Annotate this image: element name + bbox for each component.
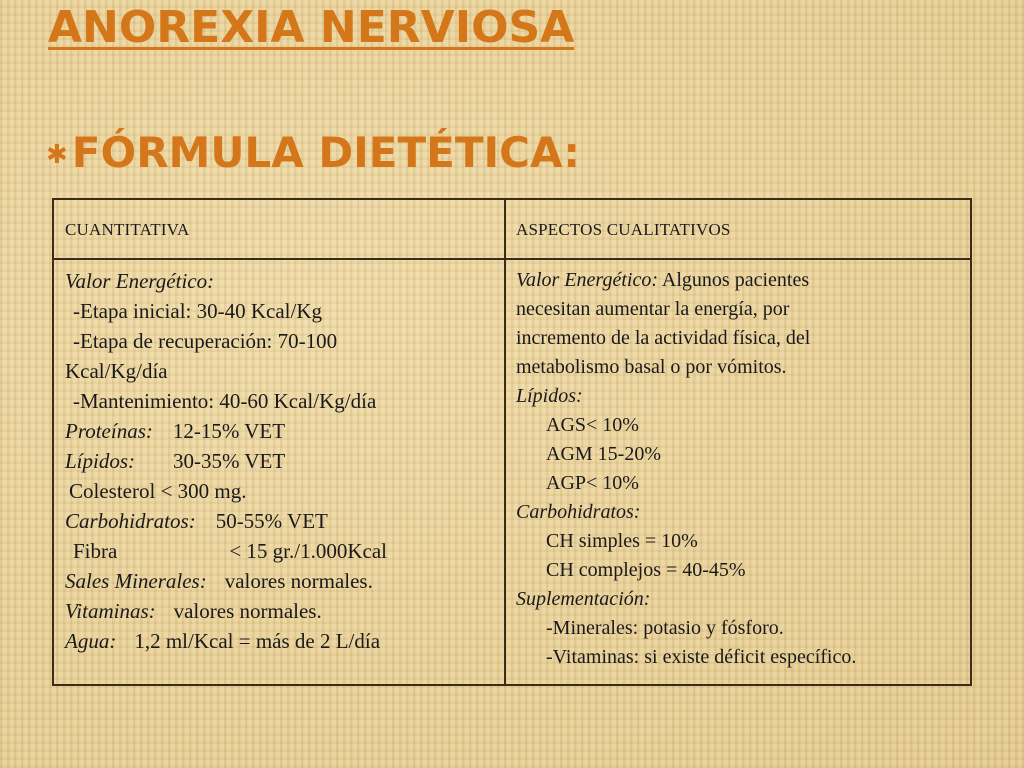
energy-text-line: necesitan aumentar la energía, por [516, 298, 790, 320]
lipids-label-right: Lípidos: [516, 385, 583, 407]
header-quantitative: CUANTITATIVA [65, 220, 190, 239]
supp-minerals: -Minerales: potasio y fósforo. [546, 617, 784, 639]
energy-recovery-unit: Kcal/Kg/día [65, 359, 168, 383]
protein-value: 12-15% VET [172, 419, 286, 443]
water-label: Agua: [65, 629, 117, 653]
energy-initial: -Etapa inicial: 30-40 Kcal/Kg [73, 299, 322, 323]
protein-row [65, 416, 495, 446]
vitamins-label: Vitaminas: [65, 599, 156, 623]
cholesterol: Colesterol < 300 mg. [69, 479, 247, 503]
carbs-label: Carbohidratos: [65, 509, 196, 533]
energy-label-right: Valor Energético: [516, 269, 659, 291]
energy-recovery: -Etapa de recuperación: 70-100 [73, 329, 338, 353]
section-heading-text: FÓRMULA DIETÉTICA: [71, 128, 581, 177]
energy-row [516, 266, 966, 295]
water-value: 1,2 ml/Kcal = más de 2 L/día [134, 629, 381, 653]
minerals-value: valores normales. [224, 569, 373, 593]
supplement-label: Suplementación: [516, 588, 651, 610]
fiber-label: Fibra [73, 539, 118, 563]
fiber-row [65, 536, 495, 566]
minerals-label: Sales Minerales: [65, 569, 207, 593]
lipids-row [65, 446, 495, 476]
protein-label: Proteínas: [65, 419, 153, 443]
vitamins-value: valores normales. [173, 599, 322, 623]
ags-value: AGS< 10% [546, 414, 639, 436]
energy-maintenance: -Mantenimiento: 40-60 Kcal/Kg/día [73, 389, 377, 413]
diet-formula-table [52, 198, 972, 686]
vitamins-row [65, 596, 495, 626]
header-divider [54, 258, 970, 260]
section-heading [46, 128, 580, 177]
asterisk-bullet-icon: ✱ [46, 139, 68, 170]
lipids-label: Lípidos: [65, 449, 136, 473]
energy-text-line: incremento de la actividad física, del [516, 327, 811, 349]
agm-value: AGM 15-20% [546, 443, 661, 465]
page-title: ANOREXIA NERVIOSA [48, 2, 575, 53]
water-row [65, 626, 495, 656]
minerals-row [65, 566, 495, 596]
lipids-value: 30-35% VET [173, 449, 286, 473]
column-divider [504, 200, 506, 684]
carbs-value: 50-55% VET [215, 509, 328, 533]
energy-label: Valor Energético: [65, 269, 215, 293]
energy-text: Algunos pacientes [661, 269, 810, 291]
energy-text-line: metabolismo basal o por vómitos. [516, 356, 787, 378]
carbs-label-right: Carbohidratos: [516, 501, 641, 523]
fiber-value: < 15 gr./1.000Kcal [229, 539, 387, 563]
carbs-row [65, 506, 495, 536]
quantitative-cell [65, 266, 495, 656]
agp-value: AGP< 10% [546, 472, 639, 494]
qualitative-cell [516, 266, 966, 672]
header-qualitative: ASPECTOS CUALITATIVOS [516, 220, 731, 239]
ch-complex: CH complejos = 40-45% [546, 559, 746, 581]
supp-vitamins: -Vitaminas: si existe déficit específico. [546, 646, 857, 668]
ch-simple: CH simples = 10% [546, 530, 698, 552]
